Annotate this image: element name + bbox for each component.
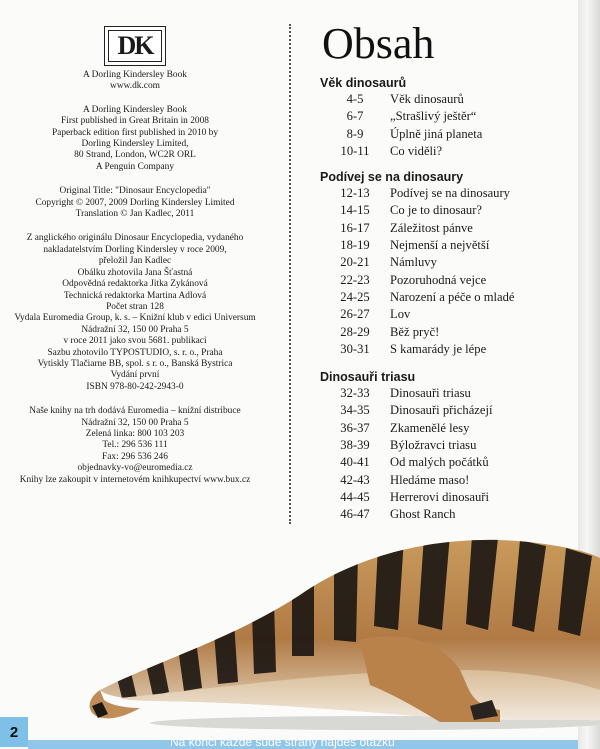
- toc-entry: [320, 402, 582, 419]
- imprint-line: objednavky-vo@euromedia.cz: [77, 463, 193, 474]
- imprint-column: [10, 26, 260, 486]
- toc-entry: [320, 454, 582, 471]
- toc-section: [320, 370, 582, 523]
- imprint-line: Knihy lze zakoupit v internetovém knihkupectví www.bux.cz: [19, 474, 251, 485]
- imprint-line: Naše knihy na trh dodává Euromedia – knižní distribuce: [29, 406, 241, 417]
- toc-entry-pages: 14-15: [340, 203, 370, 218]
- toc-entry-pages: 4-5: [346, 92, 364, 106]
- imprint-line: Dorling Kindersley Limited,: [81, 139, 189, 150]
- toc-entry-pages: 28-29: [340, 324, 370, 339]
- imprint-line: Fax: 296 536 246: [102, 451, 168, 462]
- imprint-line: A Penguin Company: [95, 161, 175, 172]
- toc-entry-pages: 42-43: [340, 472, 370, 487]
- imprint-line: Copyright © 2007, 2009 Dorling Kindersley Limited: [35, 197, 235, 208]
- toc-entry-pages: 30-31: [340, 341, 370, 356]
- toc-entry-pages: 36-37: [340, 420, 370, 435]
- imprint-line: Obálku zhotovila Jana Šťastná: [77, 267, 193, 278]
- toc-entry-title: Co je to dinosaur?: [390, 203, 482, 218]
- toc-entry-pages: 22-23: [340, 272, 370, 287]
- toc-entry: [320, 385, 582, 402]
- dinosaur-illustration: [0, 520, 600, 730]
- czech-edition-block: [10, 233, 260, 393]
- toc-entry-title: Zkamenělé lesy: [390, 420, 470, 435]
- toc-entry-title: Záležitost pánve: [390, 220, 473, 235]
- toc-entry-title: Narození a péče o mladé: [390, 289, 515, 304]
- imprint-line: Počet stran 128: [106, 301, 164, 312]
- imprint-line: v roce 2011 jako svou 5681. publikaci: [63, 336, 207, 347]
- toc-entry-title: „Strašlivý ještěr“: [390, 109, 477, 124]
- toc-entry: [320, 254, 582, 271]
- toc-entry-pages: 24-25: [340, 289, 370, 304]
- toc-title: Obsah: [322, 19, 435, 68]
- publication-history-block: [10, 105, 260, 173]
- toc-entry: [320, 126, 582, 143]
- toc-entry: [320, 437, 582, 454]
- publisher-website: www.dk.com: [110, 81, 160, 92]
- toc-entry-title: Námluvy: [390, 255, 437, 270]
- imprint-line: nakladatelstvím Dorling Kindersley v roce 2009,: [43, 244, 227, 255]
- toc-section-heading: Dinosauři triasu: [320, 370, 416, 385]
- imprint-line: Tel.: 296 536 111: [102, 440, 168, 451]
- toc-entry-title: Lov: [390, 307, 411, 322]
- toc-entry-pages: 8-9: [346, 126, 364, 141]
- toc-entry: [320, 489, 582, 506]
- toc-entry-title: Věk dinosaurů: [390, 92, 464, 106]
- toc-entry-pages: 40-41: [340, 455, 370, 470]
- toc-entry-title: Nejmenší a největší: [390, 238, 490, 253]
- imprint-line: ISBN 978-80-242-2943-0: [86, 381, 184, 392]
- toc-entry-title: S kamarády je lépe: [390, 341, 487, 356]
- toc-entry: [320, 341, 582, 358]
- imprint-line: Vydání první: [110, 370, 160, 381]
- toc-entry-title: Dinosauři triasu: [390, 386, 471, 401]
- toc-entry-title: Herrerovi dinosauři: [390, 489, 489, 504]
- imprint-line: Odpovědná redaktorka Jitka Zykánová: [62, 279, 208, 290]
- toc-entry: [320, 91, 582, 108]
- toc-entry-title: Pozoruhodná vejce: [390, 272, 487, 287]
- imprint-line: Nádražní 32, 150 00 Praha 5: [81, 324, 189, 335]
- toc-section: [320, 76, 582, 160]
- toc-entry-pages: 32-33: [340, 386, 370, 401]
- imprint-line: 80 Strand, London, WC2R ORL: [74, 150, 196, 161]
- toc-entry-title: Podívej se na dinosaury: [390, 186, 510, 201]
- toc-entry: [320, 289, 582, 306]
- toc-entry: [320, 143, 582, 160]
- toc-entry-pages: 20-21: [340, 255, 370, 270]
- toc-entry-pages: 38-39: [340, 438, 370, 453]
- column-divider: [289, 24, 291, 524]
- toc-entry-pages: 12-13: [340, 186, 370, 201]
- toc-entry-title: Býložravci triasu: [390, 438, 477, 453]
- toc-section-heading: Věk dinosaurů: [320, 76, 407, 90]
- imprint-line: First published in Great Britain in 2008: [61, 116, 209, 127]
- imprint-line: přeložil Jan Kadlec: [98, 256, 172, 267]
- imprint-line: Technická redaktorka Martina Adlová: [63, 290, 207, 301]
- toc-entry: [320, 108, 582, 125]
- page-number: 2: [0, 717, 28, 747]
- toc-entry-pages: 34-35: [340, 403, 370, 418]
- imprint-line: Paperback edition first published in 2010 by: [51, 127, 219, 138]
- imprint-line: Zelená linka: 800 103 203: [85, 428, 185, 439]
- toc-entry-title: Úplně jiná planeta: [390, 126, 483, 141]
- dk-logo: [104, 26, 166, 66]
- toc-entry: [320, 472, 582, 489]
- toc-entry: [320, 306, 582, 323]
- toc-section: [320, 170, 582, 358]
- toc-entry: [320, 272, 582, 289]
- toc-entry: [320, 185, 582, 202]
- table-of-contents: [320, 20, 582, 534]
- toc-entry-title: Dinosauři přicházejí: [390, 403, 493, 418]
- footer-note: Na konci každé sudé strany najdeš otázku: [170, 735, 395, 749]
- imprint-line: Original Title: "Dinosaur Encyclopedia": [59, 186, 211, 197]
- toc-entry: [320, 220, 582, 237]
- copyright-block: [10, 186, 260, 220]
- imprint-line: Vytiskly Tlačiarne BB, spol. s r. o., Banská Bystrica: [37, 358, 233, 369]
- toc-entry-title: Ghost Ranch: [390, 507, 456, 522]
- imprint-line: Translation © Jan Kadlec, 2011: [75, 209, 195, 220]
- toc-entry: [320, 420, 582, 437]
- imprint-line: Sazbu zhotovilo TYPOSTUDIO, s. r. o., Praha: [47, 347, 223, 358]
- toc-sections: [320, 76, 582, 524]
- toc-entry-pages: 18-19: [340, 238, 370, 253]
- toc-entry: [320, 202, 582, 219]
- publisher-line: A Dorling Kindersley Book: [83, 70, 187, 80]
- toc-entry-pages: 26-27: [340, 307, 370, 322]
- toc-entry-pages: 10-11: [340, 143, 370, 158]
- imprint-line: Nádražní 32, 150 00 Praha 5: [81, 417, 189, 428]
- distribution-block: [10, 406, 260, 486]
- imprint-line: Z anglického originálu Dinosaur Encyclopedia, vydaného: [26, 233, 244, 244]
- toc-entry-title: Hledáme maso!: [390, 472, 470, 487]
- imprint-line: A Dorling Kindersley Book: [83, 104, 187, 115]
- toc-entry: [320, 237, 582, 254]
- toc-entry-title: Běž pryč!: [390, 324, 440, 339]
- toc-entry-title: Od malých počátků: [390, 455, 489, 470]
- toc-entry-title: Co viděli?: [390, 143, 443, 158]
- toc-entry-pages: 44-45: [340, 489, 370, 504]
- toc-entry: [320, 324, 582, 341]
- toc-entry-pages: 16-17: [340, 220, 370, 235]
- toc-entry-pages: 46-47: [340, 507, 370, 522]
- dk-logo-letters: DK: [108, 30, 162, 62]
- toc-entry-pages: 6-7: [346, 109, 364, 124]
- toc-section-heading: Podívej se na dinosaury: [320, 170, 464, 185]
- imprint-line: Vydala Euromedia Group, k. s. – Knižní klub v edici Universum: [14, 313, 256, 324]
